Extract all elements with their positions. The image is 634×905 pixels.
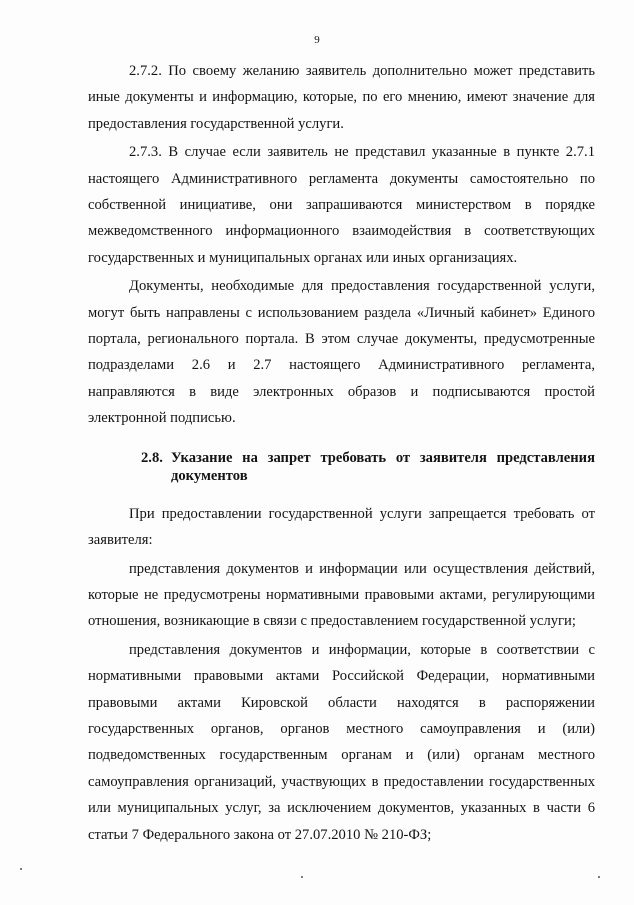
paragraph-prohibition-intro: При предоставлении государственной услуги запрещается требовать от заявителя:	[88, 505, 595, 549]
paragraph-prohibition-item-1: представления документов и информации или осуществления действий, которые не предусмотрены нормативными правовыми актами, регулирующими отношения, возникающие в связи с предоставлением государственной услуги;	[88, 560, 595, 630]
document-body	[88, 58, 595, 848]
section-heading-2-8	[88, 449, 595, 485]
scan-speck	[598, 876, 600, 878]
section-title: Указание на запрет требовать от заявителя представления документов	[171, 449, 595, 484]
paragraph-2-7-3: 2.7.3. В случае если заявитель не представил указанные в пункте 2.7.1 настоящего Административного регламента документы самостоятельно по собственной инициативе, они запрашиваются министерством в порядке межведомственного информационного взаимодействия в соответствующих государственных и муниципальных органах или иных организациях.	[88, 144, 595, 266]
section-number: 2.8.	[141, 449, 163, 466]
paragraph-2-7-2: 2.7.2. По своему желанию заявитель дополнительно может представить иные документы и информацию, которые, по его мнению, имеют значение для предоставления государственной услуги.	[88, 63, 595, 132]
paragraph-documents-personal-account: Документы, необходимые для предоставления государственной услуги, могут быть направлены с использованием раздела «Личный кабинет» Единого портала, регионального портала. В этом случае документы, предусмотренные подразделами 2.6 и 2.7 настоящего Административного регламента, направляются в виде электронных образов и подписываются простой электронной подписью.	[88, 278, 595, 427]
paragraph-prohibition-item-2: представления документов и информации, которые в соответствии с нормативными правовыми актами Российской Федерации, нормативными правовыми актами Кировской области находятся в распоряжении государственных органов, органов местного самоуправления и (или) подведомственных государственным органам и (или) органам местного самоуправления организаций, участвующих в предоставлении государственных или муниципальных услуг, за исключением документов, указанных в части 6 статьи 7 Федерального закона от 27.07.2010 № 210-ФЗ;	[88, 641, 595, 843]
page-number: 9	[314, 34, 320, 46]
scan-speck	[20, 868, 22, 870]
scan-speck	[301, 876, 303, 878]
